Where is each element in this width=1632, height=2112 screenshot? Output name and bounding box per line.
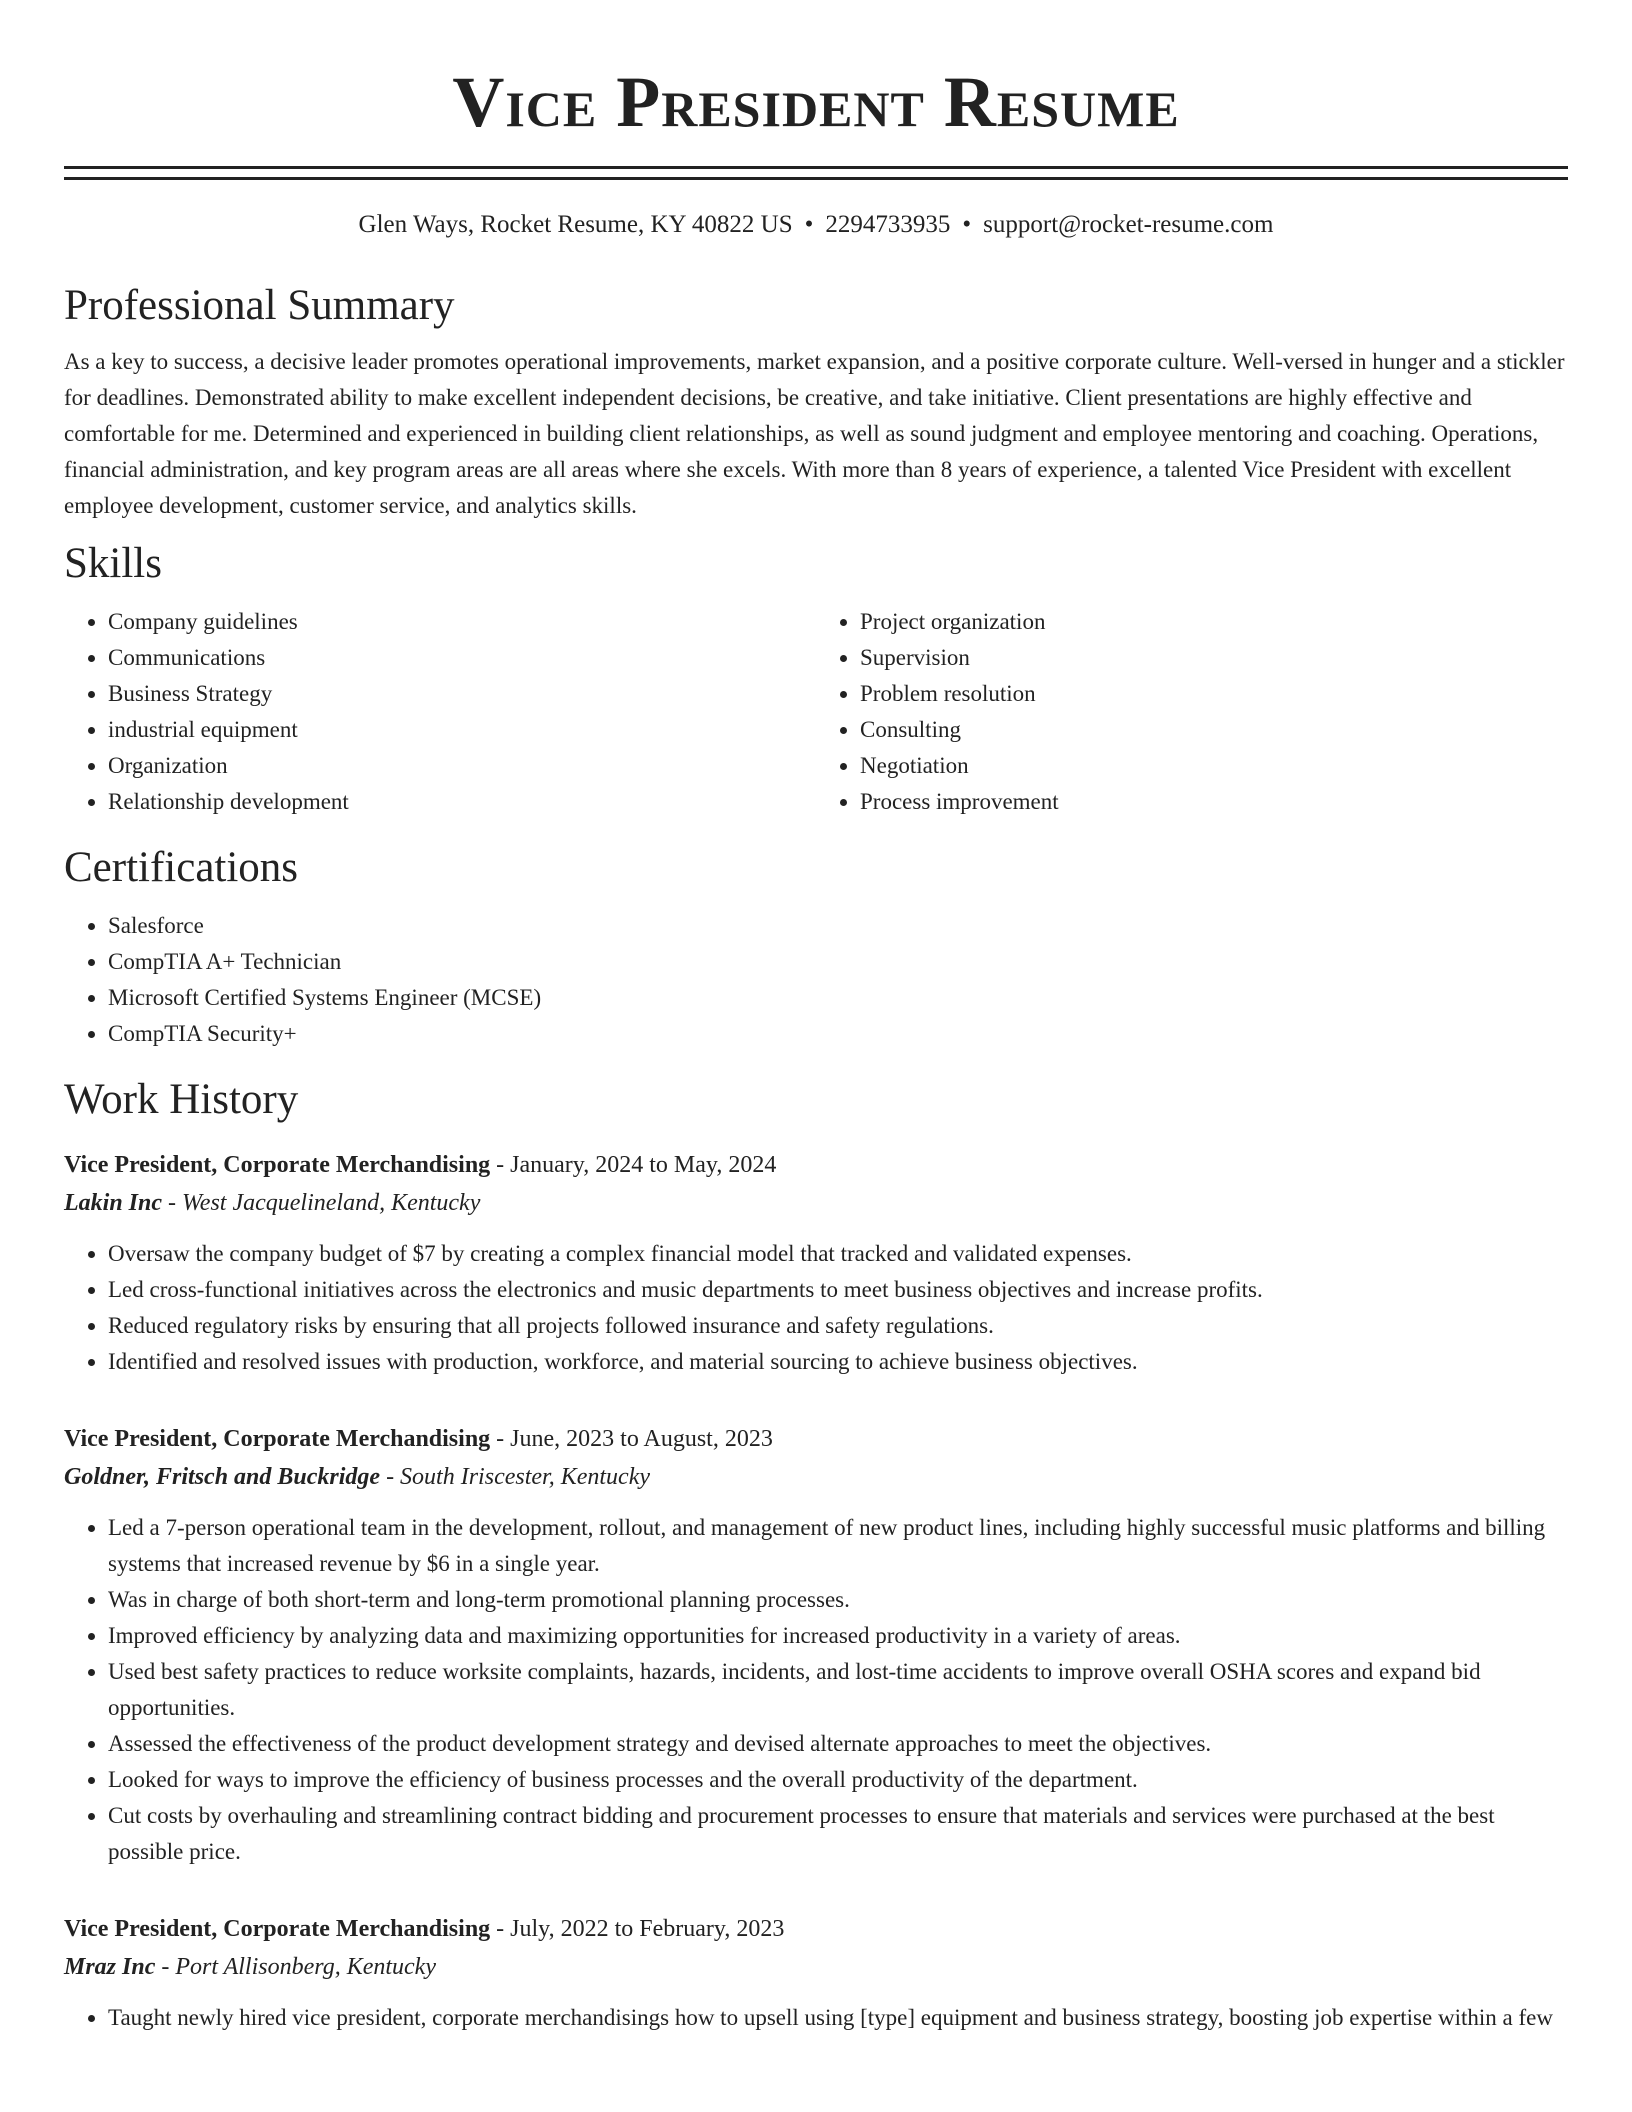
contact-separator: • bbox=[962, 211, 972, 238]
skills-column-right bbox=[816, 604, 1568, 820]
job-company: Goldner, Fritsch and Buckridge bbox=[64, 1464, 381, 1490]
duty-item: • Cut costs by overhauling and streamlining contract bidding and procurement processes to ensure that materials and services were purchased at the best possible price. bbox=[108, 1798, 1568, 1870]
duty-item: • Taught newly hired vice president, corporate merchandisings how to upsell using [type] equipment and business strategy, boosting job expertise within a few bbox=[108, 2000, 1568, 2036]
job-role: Vice President, Corporate Merchandising bbox=[64, 1152, 491, 1178]
job-role: Vice President, Corporate Merchandising bbox=[64, 1426, 491, 1452]
skill-item: • Negotiation bbox=[860, 748, 1568, 784]
job-company-line bbox=[64, 1184, 1568, 1222]
contact-email[interactable]: support@rocket-resume.com bbox=[983, 211, 1274, 238]
job-role: Vice President, Corporate Merchandising bbox=[64, 1916, 491, 1942]
certification-item: • CompTIA A+ Technician bbox=[108, 944, 1568, 980]
duty-item: • Led a 7-person operational team in the development, rollout, and management of new product lines, including highly successful music platforms and billing systems that increased revenue by $6 in a single year. bbox=[108, 1510, 1568, 1582]
work-history-heading: Work History bbox=[64, 1076, 299, 1123]
job-entry bbox=[64, 1146, 1568, 1380]
job-location: - Port Allisonberg, Kentucky bbox=[155, 1954, 436, 1980]
certification-item: • Microsoft Certified Systems Engineer (MCSE) bbox=[108, 980, 1568, 1016]
skill-item: • Communications bbox=[108, 640, 816, 676]
skill-item: • Process improvement bbox=[860, 784, 1568, 820]
job-dates: - July, 2022 to February, 2023 bbox=[490, 1916, 785, 1942]
duty-item: • Looked for ways to improve the efficiency of business processes and the overall productivity of the department. bbox=[108, 1762, 1568, 1798]
contact-separator: • bbox=[804, 211, 814, 238]
job-dates: - June, 2023 to August, 2023 bbox=[490, 1426, 773, 1452]
job-location: - South Iriscester, Kentucky bbox=[380, 1464, 650, 1490]
skill-item: • Project organization bbox=[860, 604, 1568, 640]
job-header bbox=[64, 1910, 1568, 1948]
duty-item: • Led cross-functional initiatives across the electronics and music departments to meet business objectives and increase profits. bbox=[108, 1272, 1568, 1308]
duty-item: • Used best safety practices to reduce worksite complaints, hazards, incidents, and lost-time accidents to improve overall OSHA scores and expand bid opportunities. bbox=[108, 1654, 1568, 1726]
duty-item: • Was in charge of both short-term and long-term promotional planning processes. bbox=[108, 1582, 1568, 1618]
job-duties bbox=[64, 2000, 1568, 2036]
resume-title: Vice President Resume bbox=[452, 62, 1180, 142]
job-company-line bbox=[64, 1948, 1568, 1986]
duty-item: • Improved efficiency by analyzing data and maximizing opportunities for increased productivity in a variety of areas. bbox=[108, 1618, 1568, 1654]
skill-item: • Business Strategy bbox=[108, 676, 816, 712]
skill-item: • Company guidelines bbox=[108, 604, 816, 640]
contact-line bbox=[64, 208, 1568, 242]
job-company: Mraz Inc bbox=[64, 1954, 156, 1980]
skill-item: • Relationship development bbox=[108, 784, 816, 820]
job-company-line bbox=[64, 1458, 1568, 1496]
skill-item: • industrial equipment bbox=[108, 712, 816, 748]
skill-item: • Consulting bbox=[860, 712, 1568, 748]
duty-item: • Assessed the effectiveness of the product development strategy and devised alternate approaches to meet the objectives. bbox=[108, 1726, 1568, 1762]
job-duties bbox=[64, 1510, 1568, 1870]
skill-item: • Problem resolution bbox=[860, 676, 1568, 712]
job-company: Lakin Inc bbox=[64, 1190, 163, 1216]
skills-column-left bbox=[64, 604, 816, 820]
duty-item: • Identified and resolved issues with production, workforce, and material sourcing to achieve business objectives. bbox=[108, 1344, 1568, 1380]
duty-item: • Reduced regulatory risks by ensuring that all projects followed insurance and safety regulations. bbox=[108, 1308, 1568, 1344]
summary-heading: Professional Summary bbox=[64, 282, 455, 329]
certifications-list bbox=[64, 908, 1568, 1052]
job-location: - West Jacquelineland, Kentucky bbox=[162, 1190, 481, 1216]
contact-address: Glen Ways, Rocket Resume, KY 40822 US bbox=[358, 211, 793, 238]
resume-page bbox=[64, 0, 1568, 2036]
certifications-heading: Certifications bbox=[64, 844, 299, 891]
title-double-rule bbox=[64, 166, 1568, 180]
certification-item: • Salesforce bbox=[108, 908, 1568, 944]
job-header bbox=[64, 1420, 1568, 1458]
job-dates: - January, 2024 to May, 2024 bbox=[490, 1152, 777, 1178]
job-entry bbox=[64, 1910, 1568, 2036]
job-duties bbox=[64, 1236, 1568, 1380]
duty-item: • Oversaw the company budget of $7 by creating a complex financial model that tracked and validated expenses. bbox=[108, 1236, 1568, 1272]
skill-item: • Organization bbox=[108, 748, 816, 784]
skills-heading: Skills bbox=[64, 540, 162, 587]
job-entry bbox=[64, 1420, 1568, 1870]
job-header bbox=[64, 1146, 1568, 1184]
skills-grid bbox=[64, 604, 1568, 820]
summary-text: As a key to success, a decisive leader promotes operational improvements, market expansion, and a positive corporate culture. Well-versed in hunger and a stickler for deadlines. Demonstrated ability to make excellent independent decisions, be creative, and take initiative. Client presentations are highly effective and comfortable for me. Determined and experienced in building client relationships, as well as sound judgment and employee mentoring and coaching. Operations, financial administration, and key program areas are all areas where she excels. With more than 8 years of experience, a talented Vice President with excellent employee development, customer service, and analytics skills. bbox=[64, 349, 1565, 518]
certification-item: • CompTIA Security+ bbox=[108, 1016, 1568, 1052]
contact-phone[interactable]: 2294733935 bbox=[825, 211, 951, 238]
skill-item: • Supervision bbox=[860, 640, 1568, 676]
